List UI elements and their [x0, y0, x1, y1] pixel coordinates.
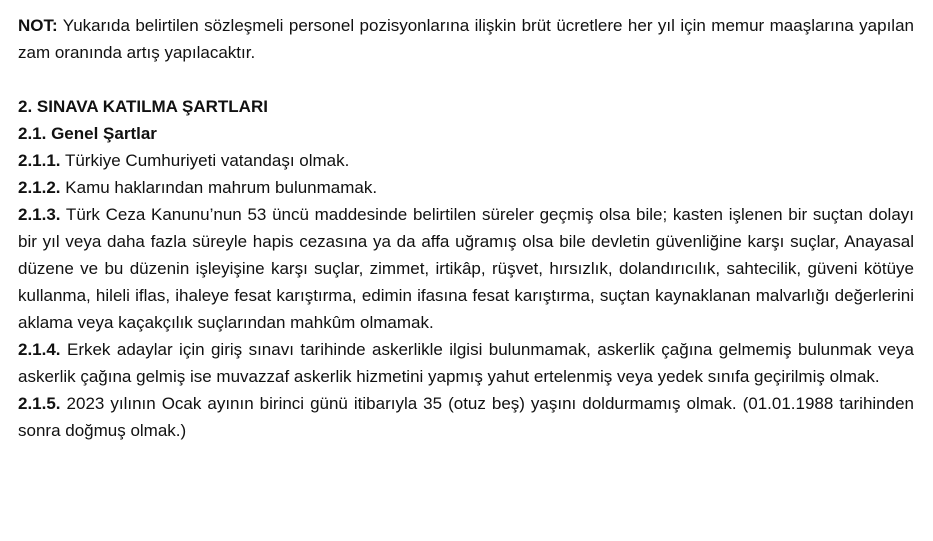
note-text: Yukarıda belirtilen sözleşmeli personel pozisyonlarına ilişkin brüt ücretlere her yıl için memur maaşlarına yapılan zam oranında artış yapılacaktır. [18, 16, 914, 62]
requirement-item-2-1-2 [18, 174, 914, 201]
paragraph-spacer [18, 66, 914, 93]
requirement-item-2-1-5 [18, 390, 914, 444]
requirement-number: 2.1.5. [18, 394, 61, 413]
requirement-item-2-1-1 [18, 147, 914, 174]
requirement-text: Kamu haklarından mahrum bulunmamak. [60, 178, 378, 197]
requirement-number: 2.1.2. [18, 178, 61, 197]
section-heading: 2. SINAVA KATILMA ŞARTLARI [18, 97, 268, 116]
document-body [18, 12, 914, 444]
requirement-number: 2.1.1. [18, 151, 61, 170]
note-paragraph [18, 12, 914, 66]
note-label: NOT: [18, 16, 58, 35]
requirement-text: 2023 yılının Ocak ayının birinci günü itibarıyla 35 (otuz beş) yaşını doldurmamış olmak. (01.01.1988 tarihinden sonra doğmuş olmak.) [18, 394, 914, 440]
requirement-text: Türkiye Cumhuriyeti vatandaşı olmak. [60, 151, 350, 170]
requirement-number: 2.1.4. [18, 340, 61, 359]
requirement-number: 2.1.3. [18, 205, 61, 224]
requirement-item-2-1-4 [18, 336, 914, 390]
section-subheading: 2.1. Genel Şartlar [18, 124, 157, 143]
requirement-text: Türk Ceza Kanunu’nun 53 üncü maddesinde belirtilen süreler geçmiş olsa bile; kasten işlenen bir suçtan dolayı bir yıl veya daha fazla süreyle hapis cezasına ya da affa uğramış olsa bile devletin güvenliğine karşı suçlar, Anayasal düzene ve bu düzenin işleyişine karşı suçlar, zimmet, irtikâp, rüşvet, hırsızlık, dolandırıcılık, sahtecilik, güveni kötüye kullanma, hileli iflas, ihaleye fesat karıştırma, edimin ifasına fesat karıştırma, suçtan kaynaklanan malvarlığı değerlerini aklama veya kaçakçılık suçlarından mahkûm olmamak. [18, 205, 914, 332]
requirement-text: Erkek adaylar için giriş sınavı tarihinde askerlikle ilgisi bulunmamak, askerlik çağına gelmemiş bulunmak veya askerlik çağına gelmiş ise muvazzaf askerlik hizmetini yapmış yahut ertelenmiş veya yedek sınıfa geçirilmiş olmak. [18, 340, 914, 386]
requirement-item-2-1-3 [18, 201, 914, 336]
